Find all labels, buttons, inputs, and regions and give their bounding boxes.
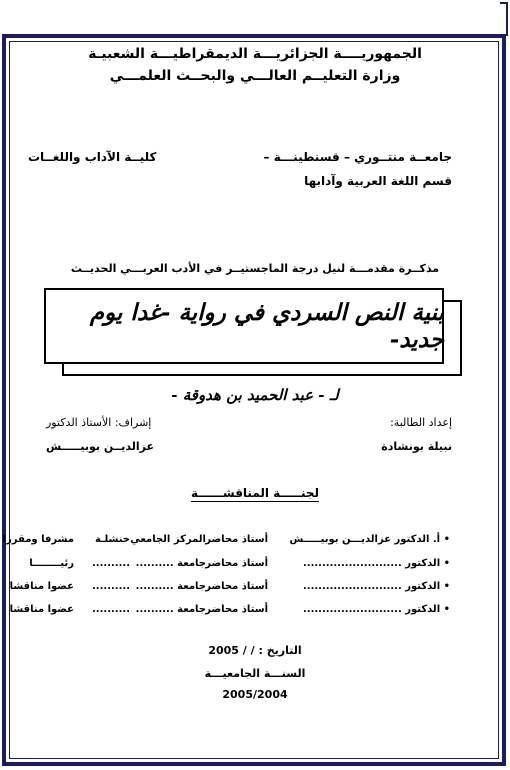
member-institution: المركز الجامعي	[130, 534, 206, 545]
member-rank: أستاذ محاضر	[205, 534, 268, 545]
page-border-corner	[500, 2, 508, 36]
member-role: عضوا مناقشا	[9, 581, 74, 592]
member-role: عضوا مناقشا	[9, 604, 74, 615]
preparation-label: إعداد الطالبة:	[390, 416, 452, 429]
committee-row	[24, 558, 450, 574]
member-name: • الدكتور ..........................	[302, 604, 450, 615]
defense-date: التاريخ : / / 2005	[208, 644, 302, 657]
member-place: ..........	[92, 581, 130, 592]
novel-author: لـ - عبد الحميد بن هدوقة -	[171, 386, 339, 404]
member-name: • الدكتور ..........................	[302, 581, 450, 592]
member-institution: جامعة ..........	[135, 604, 206, 615]
university-name: جامعــة منتــوري – قسنطينـــة –	[263, 150, 452, 164]
member-institution: جامعة ..........	[135, 558, 206, 569]
supervision-label: إشراف: الأستاذ الدكتور	[46, 416, 152, 429]
member-rank: أستاذ محاضر	[205, 581, 268, 592]
supervisor-name: عزالديــن بوبيـــــش	[46, 440, 154, 453]
academic-year-label: السنـــة الجامعيـــة	[204, 667, 306, 680]
member-name: • أ. الدكتور عزالديـــن بوبيـــــش	[289, 534, 450, 545]
member-place: ..........	[92, 558, 130, 569]
committee-row	[2, 534, 450, 550]
member-rank: أستاذ محاضر	[205, 558, 268, 569]
committee-row	[9, 604, 450, 620]
thesis-title: بنية النص السردي في رواية -غدا يوم جديد-	[89, 299, 444, 353]
member-institution: جامعة ..........	[135, 581, 206, 592]
committee-title-text: لجنـــــة المناقشــــــة	[190, 486, 320, 500]
faculty-name: كليــة الآداب واللغــات	[28, 150, 157, 164]
committee-row	[9, 581, 450, 597]
republic-heading: الجمهوريــــة الجزائريـــة الديمقراطيـــة الشعبيـة	[88, 46, 422, 62]
department-name: قسم اللغة العربية وآدابها	[304, 174, 452, 188]
memo-description: مذكــرة مقدمـــة لنيل درجة الماجستيــر في الأدب العربـــي الحديــث	[70, 262, 440, 275]
member-rank: أستاذ محاضر	[205, 604, 268, 615]
member-role: مشرفا ومقررا	[2, 534, 74, 545]
committee-title	[0, 486, 510, 500]
member-place: خنشلـة	[94, 534, 130, 545]
member-name: • الدكتور ..........................	[302, 558, 450, 569]
student-name: نبيلة بونشادة	[381, 440, 452, 453]
ministry-heading: وزارة التعليــم العالـــي والبحــث العلمـــي	[109, 68, 401, 84]
member-place: ..........	[92, 604, 130, 615]
member-role: رئيــــــــا	[29, 558, 74, 569]
academic-years: 2005/2004	[222, 688, 288, 701]
